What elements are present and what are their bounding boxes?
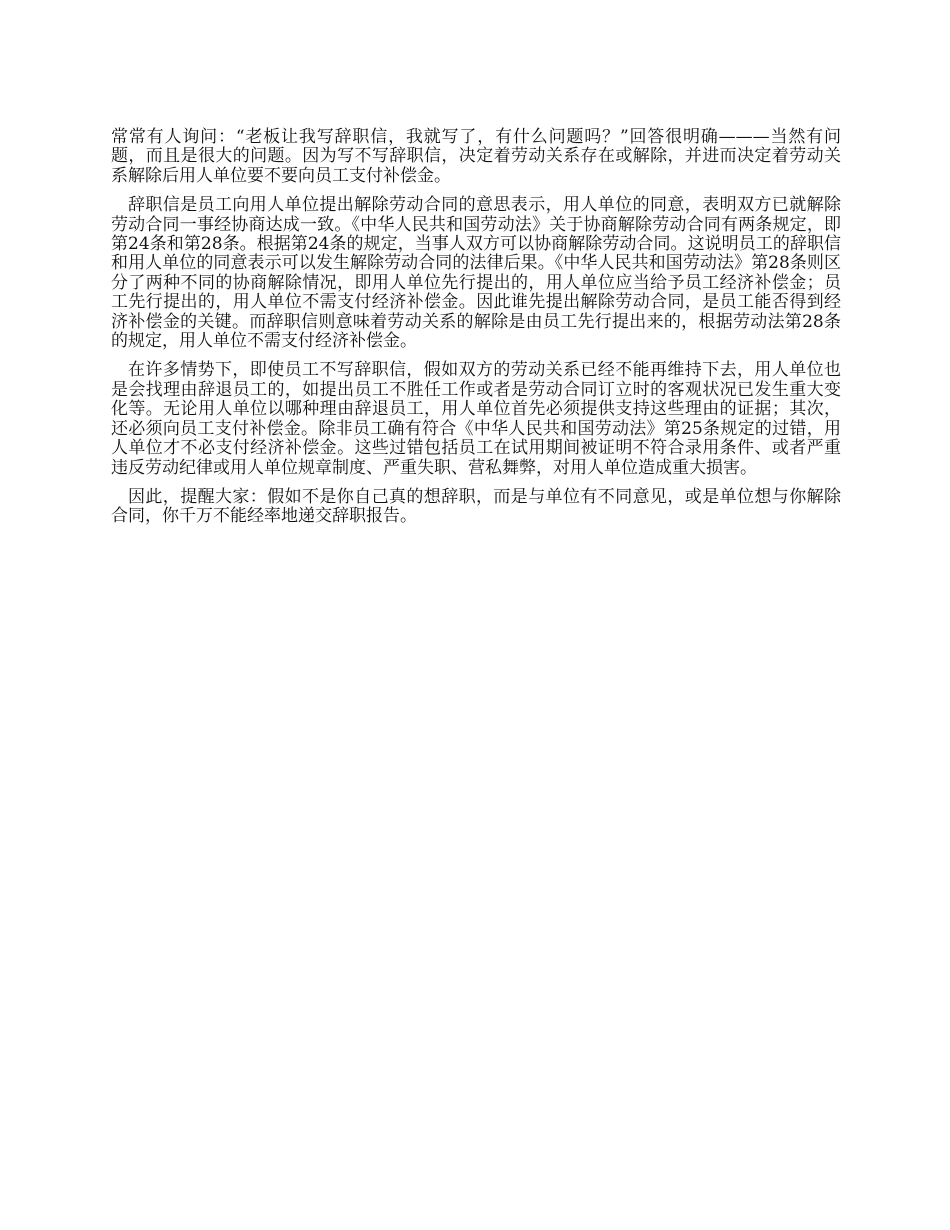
paragraph-2: 辞职信是员工向用人单位提出解除劳动合同的意思表示，用人单位的同意，表明双方已就解除劳动合同一事经协商达成一致。《中华人民共和国劳动法》关于协商解除劳动合同有两条规定，即第24条和第28条。根据第24条的规定，当事人双方可以协商解除劳动合同。这说明员工的辞职信和用人单位的同意表示可以发生解除劳动合同的法律后果。《中华人民共和国劳动法》第28条则区分了两种不同的协商解除情况，即用人单位先行提出的，用人单位应当给予员工经济补偿金；员工先行提出的，用人单位不需支付经济补偿金。因此谁先提出解除劳动合同，是员工能否得到经济补偿金的关键。而辞职信则意味着劳动关系的解除是由员工先行提出来的，根据劳动法第28条的规定，用人单位不需支付经济补偿金。 (111, 195, 841, 352)
paragraph-1: 常常有人询问：“老板让我写辞职信，我就写了，有什么问题吗？”回答很明确———当然有问题，而且是很大的问题。因为写不写辞职信，决定着劳动关系存在或解除，并进而决定着劳动关系解除后用人单位要不要向员工支付补偿金。 (111, 127, 841, 186)
document-body (111, 128, 841, 537)
paragraph-3: 在许多情势下，即使员工不写辞职信，假如双方的劳动关系已经不能再维持下去，用人单位也是会找理由辞退员工的，如提出员工不胜任工作或者是劳动合同订立时的客观状况已发生重大变化等。无论用人单位以哪种理由辞退员工，用人单位首先必须提供支持这些理由的证据；其次，还必须向员工支付补偿金。除非员工确有符合《中华人民共和国劳动法》第25条规定的过错，用人单位才不必支付经济补偿金。这些过错包括员工在试用期间被证明不符合录用条件、或者严重违反劳动纪律或用人单位规章制度、严重失职、营私舞弊，对用人单位造成重大损害。 (111, 360, 841, 478)
paragraph-4: 因此，提醒大家：假如不是你自己真的想辞职，而是与单位有不同意见，或是单位想与你解除合同，你千万不能经率地递交辞职报告。 (111, 486, 841, 527)
